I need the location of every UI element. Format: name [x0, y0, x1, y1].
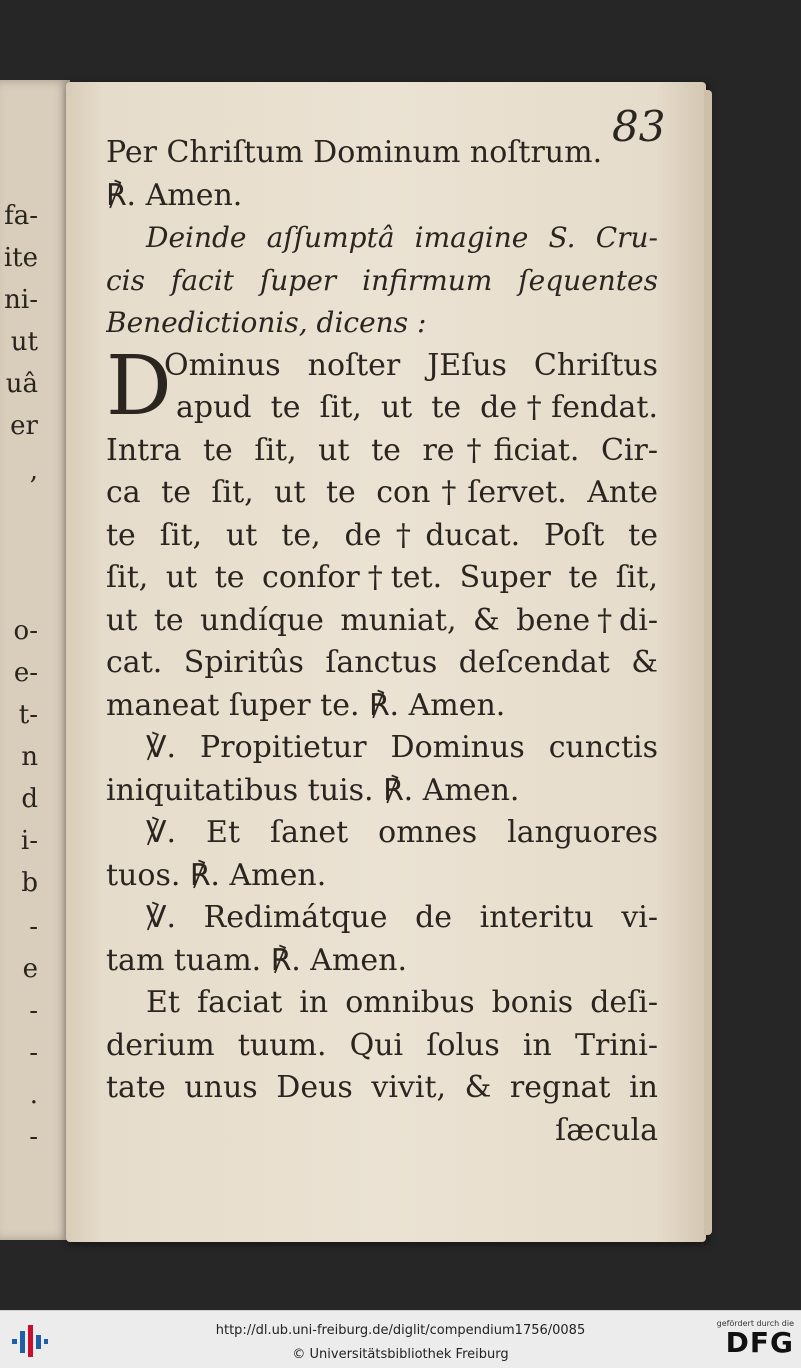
text-line: ca te ſit, ut te con†ſervet. Ante [106, 475, 658, 510]
page-edge [704, 90, 712, 1235]
left-fragment: e [22, 954, 38, 984]
text-line: tuos. ℟. Amen. [106, 857, 327, 893]
left-fragment: b [21, 868, 38, 898]
left-page [0, 80, 70, 1240]
left-fragment: ite [3, 243, 38, 273]
text-line: Ominus noſter JEſus Chriſtus [164, 347, 658, 383]
left-fragment: n [21, 742, 38, 772]
left-fragment: er [10, 411, 38, 441]
text-line: ℟. Amen. [106, 177, 243, 213]
left-fragment: , [29, 456, 38, 486]
permalink-url[interactable]: http://dl.ub.uni-freiburg.de/diglit/compendium1756/0085 [215, 1323, 586, 1338]
text-line: maneat ſuper te. ℟. Amen. [106, 687, 506, 723]
text-line: apud te ſit, ut te de†fendat. [176, 390, 658, 425]
text-line: ut te undíque muniat, & bene†di- [106, 602, 658, 638]
catchword: ſæcula [555, 1112, 658, 1148]
rubric-line: cis facit ſuper infirmum ſequentes [106, 263, 658, 297]
rubric-line: Deinde aſſumptâ imagine S. Cru- [146, 221, 658, 254]
dfg-caption: gefördert durch die [716, 1319, 794, 1328]
left-fragment: - [29, 912, 38, 942]
text-line: derium tuum. Qui ſolus in Trini- [106, 1027, 658, 1063]
text-line: ℣. Redimátque de interitu vi- [146, 900, 658, 935]
text-line: te ſit, ut te, de†ducat. Poſt te [106, 517, 658, 553]
left-fragment: d [21, 784, 38, 814]
left-fragment: i- [20, 826, 38, 856]
left-fragment: fa- [4, 201, 38, 231]
rubric-line: Benedictionis, dicens : [106, 306, 427, 339]
text-line: tam tuam. ℟. Amen. [106, 942, 408, 978]
footer-bar [0, 1310, 801, 1368]
copyright-notice: © Universitätsbibliothek Freiburg [292, 1347, 509, 1362]
text-line: tate unus Deus vivit, & regnat in [106, 1070, 658, 1105]
text-line: ℣. Propitietur Dominus cunctis [146, 730, 658, 765]
text-line: ſit, ut te confor†tet. Super te ſit, [106, 560, 658, 595]
text-line: cat. Spiritûs ſanctus deſcendat & [106, 645, 658, 680]
text-line: Per Chriſtum Dominum noſtrum. [106, 135, 603, 170]
text-line: iniquitatibus tuis. ℟. Amen. [106, 772, 520, 808]
left-fragment: uâ [5, 369, 38, 399]
left-fragment: o- [13, 616, 38, 646]
text-line: Intra te ſit, ut te re†ficiat. Cir- [106, 432, 658, 468]
text-line: Et faciat in omnibus bonis deſi- [146, 985, 658, 1020]
right-page [66, 82, 706, 1242]
left-fragment: - [29, 1122, 38, 1152]
left-fragment: t- [18, 700, 38, 730]
dfg-logo [708, 1319, 794, 1363]
left-fragment: - [29, 1038, 38, 1068]
left-fragment: ni- [4, 285, 38, 315]
left-fragment: . [29, 1080, 38, 1110]
left-fragment: e- [13, 658, 38, 688]
left-fragment: ut [10, 327, 38, 357]
left-fragment: - [29, 996, 38, 1026]
text-line: ℣. Et ſanet omnes languores [146, 815, 658, 850]
dfg-wordmark: DFG [725, 1326, 794, 1359]
page-number: 83 [612, 102, 666, 151]
drop-capital: D [106, 339, 172, 434]
page-text [106, 132, 658, 1152]
